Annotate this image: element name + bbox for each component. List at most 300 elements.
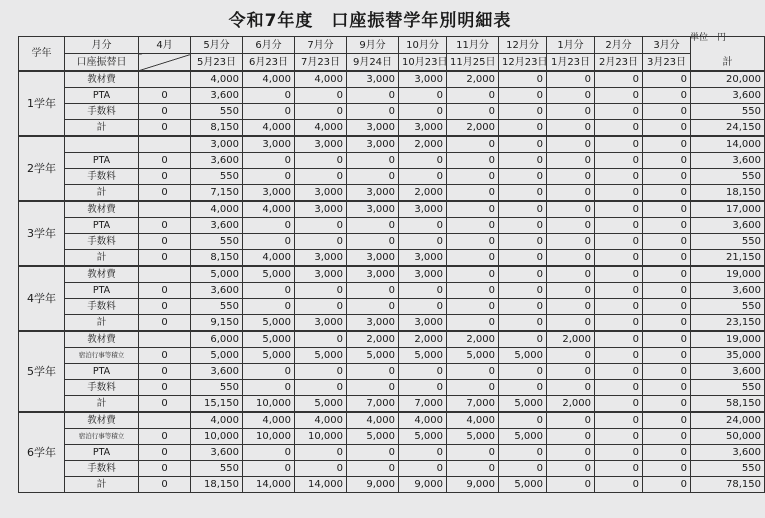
amount-cell: 0 <box>347 153 399 169</box>
row-total-cell: 50,000 <box>691 429 765 445</box>
item-label: 教材費 <box>65 331 139 348</box>
table-row <box>19 429 765 445</box>
row-total-cell: 19,000 <box>691 331 765 348</box>
amount-cell: 3,000 <box>399 250 447 267</box>
amount-cell: 0 <box>547 364 595 380</box>
amount-cell: 0 <box>139 88 191 104</box>
table-row <box>19 234 765 250</box>
amount-cell: 0 <box>399 380 447 396</box>
amount-cell: 0 <box>595 153 643 169</box>
amount-cell: 0 <box>547 71 595 88</box>
amount-cell: 0 <box>243 234 295 250</box>
amount-cell: 7,000 <box>347 396 399 413</box>
amount-cell: 0 <box>499 283 547 299</box>
amount-cell: 0 <box>595 477 643 493</box>
amount-cell: 0 <box>643 299 691 315</box>
header-row-months <box>19 37 765 54</box>
row-total-cell: 78,150 <box>691 477 765 493</box>
item-label: 教材費 <box>65 412 139 429</box>
amount-cell: 0 <box>595 299 643 315</box>
table-row <box>19 120 765 137</box>
amount-cell: 0 <box>643 250 691 267</box>
table-row <box>19 315 765 332</box>
amount-cell: 2,000 <box>547 396 595 413</box>
amount-cell: 0 <box>595 412 643 429</box>
item-label: 宿泊行事等積立 <box>65 429 139 445</box>
amount-cell: 0 <box>447 153 499 169</box>
amount-cell: 3,000 <box>191 136 243 153</box>
amount-cell: 0 <box>643 104 691 120</box>
amount-cell: 0 <box>547 283 595 299</box>
amount-cell: 0 <box>295 380 347 396</box>
amount-cell: 5,000 <box>347 348 399 364</box>
amount-cell: 0 <box>347 299 399 315</box>
amount-cell <box>139 136 191 153</box>
amount-cell: 5,000 <box>399 429 447 445</box>
date-col-header: 5月23日 <box>191 54 243 72</box>
amount-cell: 4,000 <box>295 71 347 88</box>
amount-cell: 0 <box>643 185 691 202</box>
diagonal-cell <box>139 54 191 72</box>
amount-cell: 0 <box>547 266 595 283</box>
amount-cell: 0 <box>547 120 595 137</box>
amount-cell: 550 <box>191 234 243 250</box>
amount-cell: 0 <box>547 445 595 461</box>
date-col-header: 6月23日 <box>243 54 295 72</box>
amount-cell: 18,150 <box>191 477 243 493</box>
row-total-cell: 550 <box>691 104 765 120</box>
amount-cell: 0 <box>499 71 547 88</box>
amount-cell: 0 <box>295 218 347 234</box>
item-label: 手数料 <box>65 299 139 315</box>
amount-cell: 0 <box>643 348 691 364</box>
amount-cell: 0 <box>243 218 295 234</box>
amount-cell: 0 <box>499 331 547 348</box>
amount-cell: 0 <box>595 88 643 104</box>
amount-cell: 0 <box>595 396 643 413</box>
amount-cell: 0 <box>243 445 295 461</box>
month-col-header: 10月分 <box>399 37 447 54</box>
total-header: 計 <box>691 37 765 72</box>
amount-cell: 0 <box>139 380 191 396</box>
grade-label: 2学年 <box>19 136 65 201</box>
amount-cell: 0 <box>139 477 191 493</box>
amount-cell: 10,000 <box>243 429 295 445</box>
amount-cell: 0 <box>399 104 447 120</box>
amount-cell: 0 <box>643 461 691 477</box>
amount-cell: 0 <box>643 429 691 445</box>
month-col-header: 12月分 <box>499 37 547 54</box>
amount-cell: 0 <box>399 218 447 234</box>
amount-cell: 0 <box>643 315 691 332</box>
amount-cell: 0 <box>499 461 547 477</box>
amount-cell: 8,150 <box>191 250 243 267</box>
amount-cell: 0 <box>295 169 347 185</box>
amount-cell: 0 <box>447 218 499 234</box>
amount-cell: 4,000 <box>399 412 447 429</box>
amount-cell: 4,000 <box>191 412 243 429</box>
amount-cell: 0 <box>243 283 295 299</box>
amount-cell: 0 <box>295 283 347 299</box>
amount-cell: 0 <box>499 234 547 250</box>
amount-cell: 3,000 <box>295 185 347 202</box>
amount-cell: 0 <box>499 266 547 283</box>
row-total-cell: 58,150 <box>691 396 765 413</box>
row-total-cell: 35,000 <box>691 348 765 364</box>
amount-cell: 0 <box>547 88 595 104</box>
amount-cell: 0 <box>643 120 691 137</box>
amount-cell: 2,000 <box>447 331 499 348</box>
amount-cell: 10,000 <box>295 429 347 445</box>
amount-cell: 0 <box>595 331 643 348</box>
table-row <box>19 153 765 169</box>
amount-cell: 0 <box>243 153 295 169</box>
amount-cell: 3,000 <box>347 266 399 283</box>
amount-cell: 0 <box>547 201 595 218</box>
month-col-header: 1月分 <box>547 37 595 54</box>
amount-cell: 0 <box>499 169 547 185</box>
amount-cell <box>139 201 191 218</box>
amount-cell: 0 <box>595 201 643 218</box>
amount-cell: 0 <box>643 88 691 104</box>
amount-cell: 0 <box>295 461 347 477</box>
amount-cell: 3,600 <box>191 218 243 234</box>
row-total-cell: 3,600 <box>691 218 765 234</box>
amount-cell: 7,000 <box>399 396 447 413</box>
amount-cell <box>139 331 191 348</box>
amount-cell: 8,150 <box>191 120 243 137</box>
amount-cell: 2,000 <box>547 331 595 348</box>
amount-cell: 0 <box>243 104 295 120</box>
item-label: 教材費 <box>65 71 139 88</box>
grade-header: 学年 <box>19 37 65 72</box>
amount-cell: 0 <box>399 153 447 169</box>
grade-label: 6学年 <box>19 412 65 493</box>
header-row-dates <box>19 54 765 72</box>
amount-cell: 550 <box>191 104 243 120</box>
row-total-cell: 3,600 <box>691 445 765 461</box>
grade-label: 3学年 <box>19 201 65 266</box>
amount-cell <box>139 412 191 429</box>
amount-cell: 0 <box>499 201 547 218</box>
amount-cell: 0 <box>139 315 191 332</box>
amount-cell: 0 <box>243 380 295 396</box>
table-row <box>19 396 765 413</box>
amount-cell: 14,000 <box>243 477 295 493</box>
amount-cell: 2,000 <box>399 331 447 348</box>
table-row <box>19 331 765 348</box>
amount-cell: 5,000 <box>243 315 295 332</box>
amount-cell: 0 <box>139 104 191 120</box>
table-row <box>19 218 765 234</box>
amount-cell: 3,600 <box>191 445 243 461</box>
table-row <box>19 283 765 299</box>
table-row <box>19 364 765 380</box>
amount-cell: 0 <box>547 185 595 202</box>
amount-cell: 0 <box>139 461 191 477</box>
amount-cell: 550 <box>191 299 243 315</box>
amount-cell: 3,600 <box>191 153 243 169</box>
amount-cell: 0 <box>643 380 691 396</box>
amount-cell: 0 <box>547 136 595 153</box>
amount-cell: 0 <box>547 461 595 477</box>
amount-cell: 0 <box>399 364 447 380</box>
item-label: 手数料 <box>65 461 139 477</box>
item-label: 計 <box>65 250 139 267</box>
item-label: 計 <box>65 315 139 332</box>
date-col-header: 2月23日 <box>595 54 643 72</box>
row-total-cell: 550 <box>691 380 765 396</box>
amount-cell: 0 <box>499 104 547 120</box>
amount-cell: 0 <box>399 234 447 250</box>
amount-cell: 0 <box>295 104 347 120</box>
row-total-cell: 3,600 <box>691 88 765 104</box>
row-total-cell: 21,150 <box>691 250 765 267</box>
item-label: 手数料 <box>65 234 139 250</box>
amount-cell: 0 <box>547 315 595 332</box>
amount-cell: 0 <box>547 299 595 315</box>
amount-cell: 0 <box>595 266 643 283</box>
amount-cell: 0 <box>643 266 691 283</box>
item-label <box>65 136 139 153</box>
amount-cell: 0 <box>499 185 547 202</box>
amount-cell: 5,000 <box>191 266 243 283</box>
amount-cell: 0 <box>347 445 399 461</box>
table-row <box>19 477 765 493</box>
amount-cell: 10,000 <box>243 396 295 413</box>
amount-cell: 3,000 <box>243 136 295 153</box>
amount-cell: 0 <box>347 234 399 250</box>
amount-cell: 0 <box>399 445 447 461</box>
amount-cell: 3,000 <box>399 266 447 283</box>
amount-cell: 4,000 <box>347 412 399 429</box>
date-col-header: 1月23日 <box>547 54 595 72</box>
amount-cell: 15,150 <box>191 396 243 413</box>
amount-cell: 0 <box>499 120 547 137</box>
date-col-header: 9月24日 <box>347 54 399 72</box>
amount-cell: 4,000 <box>295 412 347 429</box>
amount-cell: 4,000 <box>243 201 295 218</box>
item-label: 手数料 <box>65 104 139 120</box>
amount-cell: 3,000 <box>347 120 399 137</box>
amount-cell: 0 <box>547 250 595 267</box>
amount-cell <box>139 266 191 283</box>
amount-cell: 5,000 <box>191 348 243 364</box>
item-label: PTA <box>65 218 139 234</box>
table-row <box>19 412 765 429</box>
date-col-header: 11月25日 <box>447 54 499 72</box>
amount-cell: 0 <box>499 136 547 153</box>
amount-cell: 4,000 <box>191 71 243 88</box>
item-label: PTA <box>65 283 139 299</box>
table-row <box>19 348 765 364</box>
amount-cell: 0 <box>139 250 191 267</box>
amount-cell: 0 <box>643 234 691 250</box>
amount-cell: 0 <box>295 299 347 315</box>
table-row <box>19 445 765 461</box>
item-label: PTA <box>65 445 139 461</box>
row-total-cell: 3,600 <box>691 153 765 169</box>
amount-cell: 5,000 <box>499 477 547 493</box>
amount-cell: 2,000 <box>347 331 399 348</box>
amount-cell: 0 <box>595 461 643 477</box>
amount-cell: 0 <box>643 331 691 348</box>
month-col-header: 2月分 <box>595 37 643 54</box>
amount-cell: 4,000 <box>191 201 243 218</box>
month-col-header: 11月分 <box>447 37 499 54</box>
amount-cell: 3,000 <box>295 315 347 332</box>
amount-cell: 0 <box>295 234 347 250</box>
amount-cell: 0 <box>643 218 691 234</box>
amount-cell: 0 <box>643 477 691 493</box>
table-row <box>19 136 765 153</box>
amount-cell: 0 <box>595 234 643 250</box>
amount-cell: 6,000 <box>191 331 243 348</box>
amount-cell: 4,000 <box>447 412 499 429</box>
unit-label: 単位 円 <box>689 33 726 43</box>
amount-cell: 0 <box>139 396 191 413</box>
amount-cell: 0 <box>547 380 595 396</box>
amount-cell: 0 <box>595 120 643 137</box>
amount-cell: 0 <box>447 250 499 267</box>
amount-cell: 0 <box>447 315 499 332</box>
amount-cell: 0 <box>399 299 447 315</box>
table-row <box>19 169 765 185</box>
amount-cell: 9,000 <box>347 477 399 493</box>
amount-cell: 5,000 <box>447 348 499 364</box>
item-label: PTA <box>65 364 139 380</box>
month-col-header: 7月分 <box>295 37 347 54</box>
amount-cell: 0 <box>595 445 643 461</box>
amount-cell: 5,000 <box>499 429 547 445</box>
amount-cell: 0 <box>547 153 595 169</box>
amount-cell: 0 <box>595 380 643 396</box>
date-header: 口座振替日 <box>65 54 139 72</box>
month-col-header: 5月分 <box>191 37 243 54</box>
amount-cell: 0 <box>643 396 691 413</box>
amount-cell: 0 <box>447 283 499 299</box>
amount-cell: 2,000 <box>447 120 499 137</box>
amount-cell: 5,000 <box>243 266 295 283</box>
table-row <box>19 266 765 283</box>
item-label: 教材費 <box>65 201 139 218</box>
amount-cell: 2,000 <box>447 71 499 88</box>
amount-cell: 0 <box>347 88 399 104</box>
amount-cell: 3,000 <box>347 201 399 218</box>
table-row <box>19 201 765 218</box>
item-label: 計 <box>65 120 139 137</box>
amount-cell: 0 <box>499 153 547 169</box>
amount-cell: 0 <box>547 234 595 250</box>
item-label: 計 <box>65 477 139 493</box>
amount-cell: 0 <box>139 299 191 315</box>
amount-cell: 0 <box>595 71 643 88</box>
row-total-cell: 24,000 <box>691 412 765 429</box>
amount-cell: 0 <box>547 218 595 234</box>
grade-label: 1学年 <box>19 71 65 136</box>
amount-cell: 3,600 <box>191 88 243 104</box>
amount-cell: 0 <box>547 412 595 429</box>
amount-cell: 0 <box>139 120 191 137</box>
amount-cell: 0 <box>643 412 691 429</box>
amount-cell: 0 <box>399 461 447 477</box>
amount-cell: 7,000 <box>447 396 499 413</box>
amount-cell: 0 <box>547 348 595 364</box>
amount-cell: 3,000 <box>399 71 447 88</box>
row-total-cell: 3,600 <box>691 364 765 380</box>
table-row <box>19 88 765 104</box>
fee-breakdown-table <box>18 36 765 493</box>
amount-cell: 0 <box>295 153 347 169</box>
amount-cell: 5,000 <box>243 348 295 364</box>
amount-cell: 0 <box>399 283 447 299</box>
amount-cell: 0 <box>347 283 399 299</box>
amount-cell: 0 <box>595 348 643 364</box>
amount-cell: 0 <box>139 234 191 250</box>
amount-cell: 0 <box>139 283 191 299</box>
amount-cell: 0 <box>643 136 691 153</box>
date-col-header: 10月23日 <box>399 54 447 72</box>
amount-cell: 0 <box>347 218 399 234</box>
amount-cell: 4,000 <box>243 71 295 88</box>
amount-cell: 3,000 <box>347 250 399 267</box>
amount-cell: 0 <box>295 331 347 348</box>
amount-cell: 0 <box>643 71 691 88</box>
amount-cell: 0 <box>243 461 295 477</box>
amount-cell: 0 <box>547 169 595 185</box>
amount-cell: 0 <box>139 169 191 185</box>
amount-cell: 4,000 <box>295 120 347 137</box>
item-label: 宿泊行事等積立 <box>65 348 139 364</box>
amount-cell: 5,000 <box>295 348 347 364</box>
amount-cell: 0 <box>595 250 643 267</box>
grade-label: 4学年 <box>19 266 65 331</box>
amount-cell: 0 <box>139 218 191 234</box>
amount-cell: 4,000 <box>243 120 295 137</box>
item-label: 教材費 <box>65 266 139 283</box>
amount-cell: 9,000 <box>399 477 447 493</box>
row-total-cell: 23,150 <box>691 315 765 332</box>
amount-cell: 0 <box>547 104 595 120</box>
amount-cell: 0 <box>139 185 191 202</box>
amount-cell: 0 <box>447 234 499 250</box>
amount-cell: 0 <box>447 461 499 477</box>
amount-cell: 3,000 <box>399 201 447 218</box>
amount-cell: 0 <box>499 412 547 429</box>
amount-cell: 0 <box>447 266 499 283</box>
amount-cell: 0 <box>595 283 643 299</box>
amount-cell: 3,600 <box>191 364 243 380</box>
amount-cell: 3,000 <box>399 315 447 332</box>
amount-cell: 0 <box>447 364 499 380</box>
amount-cell: 0 <box>643 153 691 169</box>
amount-cell: 0 <box>643 169 691 185</box>
amount-cell: 0 <box>399 88 447 104</box>
amount-cell: 0 <box>499 380 547 396</box>
amount-cell: 5,000 <box>499 396 547 413</box>
amount-cell <box>139 71 191 88</box>
amount-cell: 4,000 <box>243 412 295 429</box>
amount-cell: 0 <box>447 185 499 202</box>
amount-cell: 5,000 <box>499 348 547 364</box>
amount-cell: 550 <box>191 169 243 185</box>
table-row <box>19 185 765 202</box>
amount-cell: 0 <box>295 445 347 461</box>
amount-cell: 3,000 <box>243 185 295 202</box>
amount-cell: 0 <box>347 104 399 120</box>
amount-cell: 0 <box>399 169 447 185</box>
row-total-cell: 17,000 <box>691 201 765 218</box>
